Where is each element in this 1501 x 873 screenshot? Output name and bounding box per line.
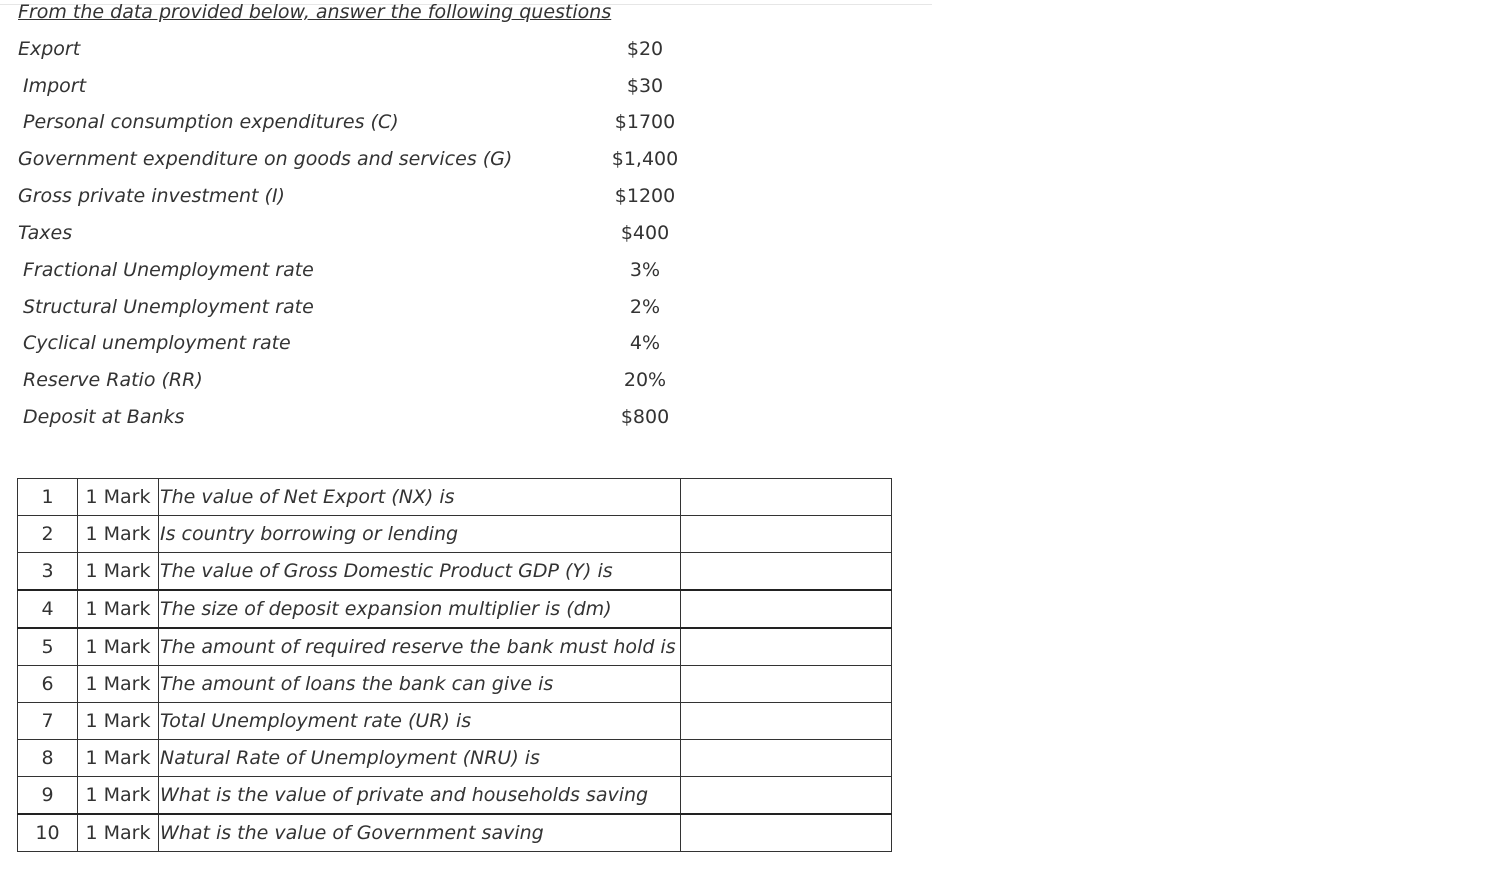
- question-text: What is the value of private and households saving: [159, 777, 681, 815]
- answer-cell[interactable]: [681, 479, 892, 516]
- data-value: 4%: [629, 332, 661, 354]
- data-label: Deposit at Banks: [23, 406, 185, 428]
- table-row: [18, 740, 892, 777]
- table-row: [18, 777, 892, 815]
- question-number: 7: [18, 703, 78, 740]
- question-marks: 1 Mark: [78, 516, 159, 553]
- question-number: 3: [18, 553, 78, 591]
- data-value: 2%: [629, 296, 661, 318]
- data-row-cyclical-unemployment: [0, 332, 760, 362]
- question-text: Natural Rate of Unemployment (NRU) is: [159, 740, 681, 777]
- data-label: Export: [18, 38, 81, 60]
- question-number: 5: [18, 628, 78, 666]
- answer-cell[interactable]: [681, 553, 892, 591]
- data-label: Government expenditure on goods and services (G): [18, 148, 513, 170]
- question-number: 8: [18, 740, 78, 777]
- question-marks: 1 Mark: [78, 590, 159, 628]
- data-value: $400: [620, 222, 670, 244]
- answer-cell[interactable]: [681, 516, 892, 553]
- table-row: [18, 703, 892, 740]
- question-marks: 1 Mark: [78, 553, 159, 591]
- data-value: $1200: [614, 185, 676, 207]
- answer-cell[interactable]: [681, 590, 892, 628]
- question-text: The value of Net Export (NX) is: [159, 479, 681, 516]
- question-marks: 1 Mark: [78, 814, 159, 852]
- answer-cell[interactable]: [681, 666, 892, 703]
- data-row-consumption: [0, 111, 760, 141]
- instructions-heading: From the data provided below, answer the following questions: [18, 1, 612, 23]
- data-label: Cyclical unemployment rate: [23, 332, 291, 354]
- table-row: [18, 814, 892, 852]
- answer-cell[interactable]: [681, 703, 892, 740]
- question-number: 9: [18, 777, 78, 815]
- data-value: 3%: [629, 259, 661, 281]
- question-marks: 1 Mark: [78, 777, 159, 815]
- table-row: [18, 479, 892, 516]
- question-text: What is the value of Government saving: [159, 814, 681, 852]
- question-number: 1: [18, 479, 78, 516]
- answer-cell[interactable]: [681, 628, 892, 666]
- data-row-import: [0, 75, 760, 105]
- data-value: $1700: [614, 111, 676, 133]
- question-marks: 1 Mark: [78, 740, 159, 777]
- data-row-taxes: [0, 222, 760, 252]
- answer-cell[interactable]: [681, 814, 892, 852]
- question-marks: 1 Mark: [78, 479, 159, 516]
- data-row-structural-unemployment: [0, 296, 760, 326]
- data-value: $30: [626, 75, 664, 97]
- data-label: Personal consumption expenditures (C): [23, 111, 399, 133]
- data-value: $800: [620, 406, 670, 428]
- question-text: Is country borrowing or lending: [159, 516, 681, 553]
- data-row-export: [0, 38, 760, 68]
- data-row-fractional-unemployment: [0, 259, 760, 289]
- data-value: 20%: [623, 369, 667, 391]
- question-marks: 1 Mark: [78, 666, 159, 703]
- question-number: 6: [18, 666, 78, 703]
- table-row: [18, 628, 892, 666]
- table-row: [18, 666, 892, 703]
- data-row-reserve-ratio: [0, 369, 760, 399]
- question-number: 2: [18, 516, 78, 553]
- table-row: [18, 516, 892, 553]
- data-row-government-expenditure: [0, 148, 760, 178]
- data-label: Fractional Unemployment rate: [23, 259, 314, 281]
- question-text: The amount of required reserve the bank must hold is: [159, 628, 681, 666]
- question-text: The amount of loans the bank can give is: [159, 666, 681, 703]
- question-number: 10: [18, 814, 78, 852]
- question-number: 4: [18, 590, 78, 628]
- data-row-investment: [0, 185, 760, 215]
- data-row-deposits: [0, 406, 760, 436]
- answer-cell[interactable]: [681, 777, 892, 815]
- data-label: Gross private investment (I): [18, 185, 285, 207]
- data-value: $20: [626, 38, 664, 60]
- question-text: The value of Gross Domestic Product GDP (Y) is: [159, 553, 681, 591]
- data-label: Structural Unemployment rate: [23, 296, 314, 318]
- question-marks: 1 Mark: [78, 628, 159, 666]
- question-marks: 1 Mark: [78, 703, 159, 740]
- data-label: Taxes: [18, 222, 73, 244]
- questions-table: [17, 478, 892, 852]
- data-label: Reserve Ratio (RR): [23, 369, 203, 391]
- question-text: The size of deposit expansion multiplier is (dm): [159, 590, 681, 628]
- table-row: [18, 553, 892, 591]
- question-text: Total Unemployment rate (UR) is: [159, 703, 681, 740]
- data-label: Import: [23, 75, 87, 97]
- answer-cell[interactable]: [681, 740, 892, 777]
- table-row: [18, 590, 892, 628]
- data-value: $1,400: [611, 148, 679, 170]
